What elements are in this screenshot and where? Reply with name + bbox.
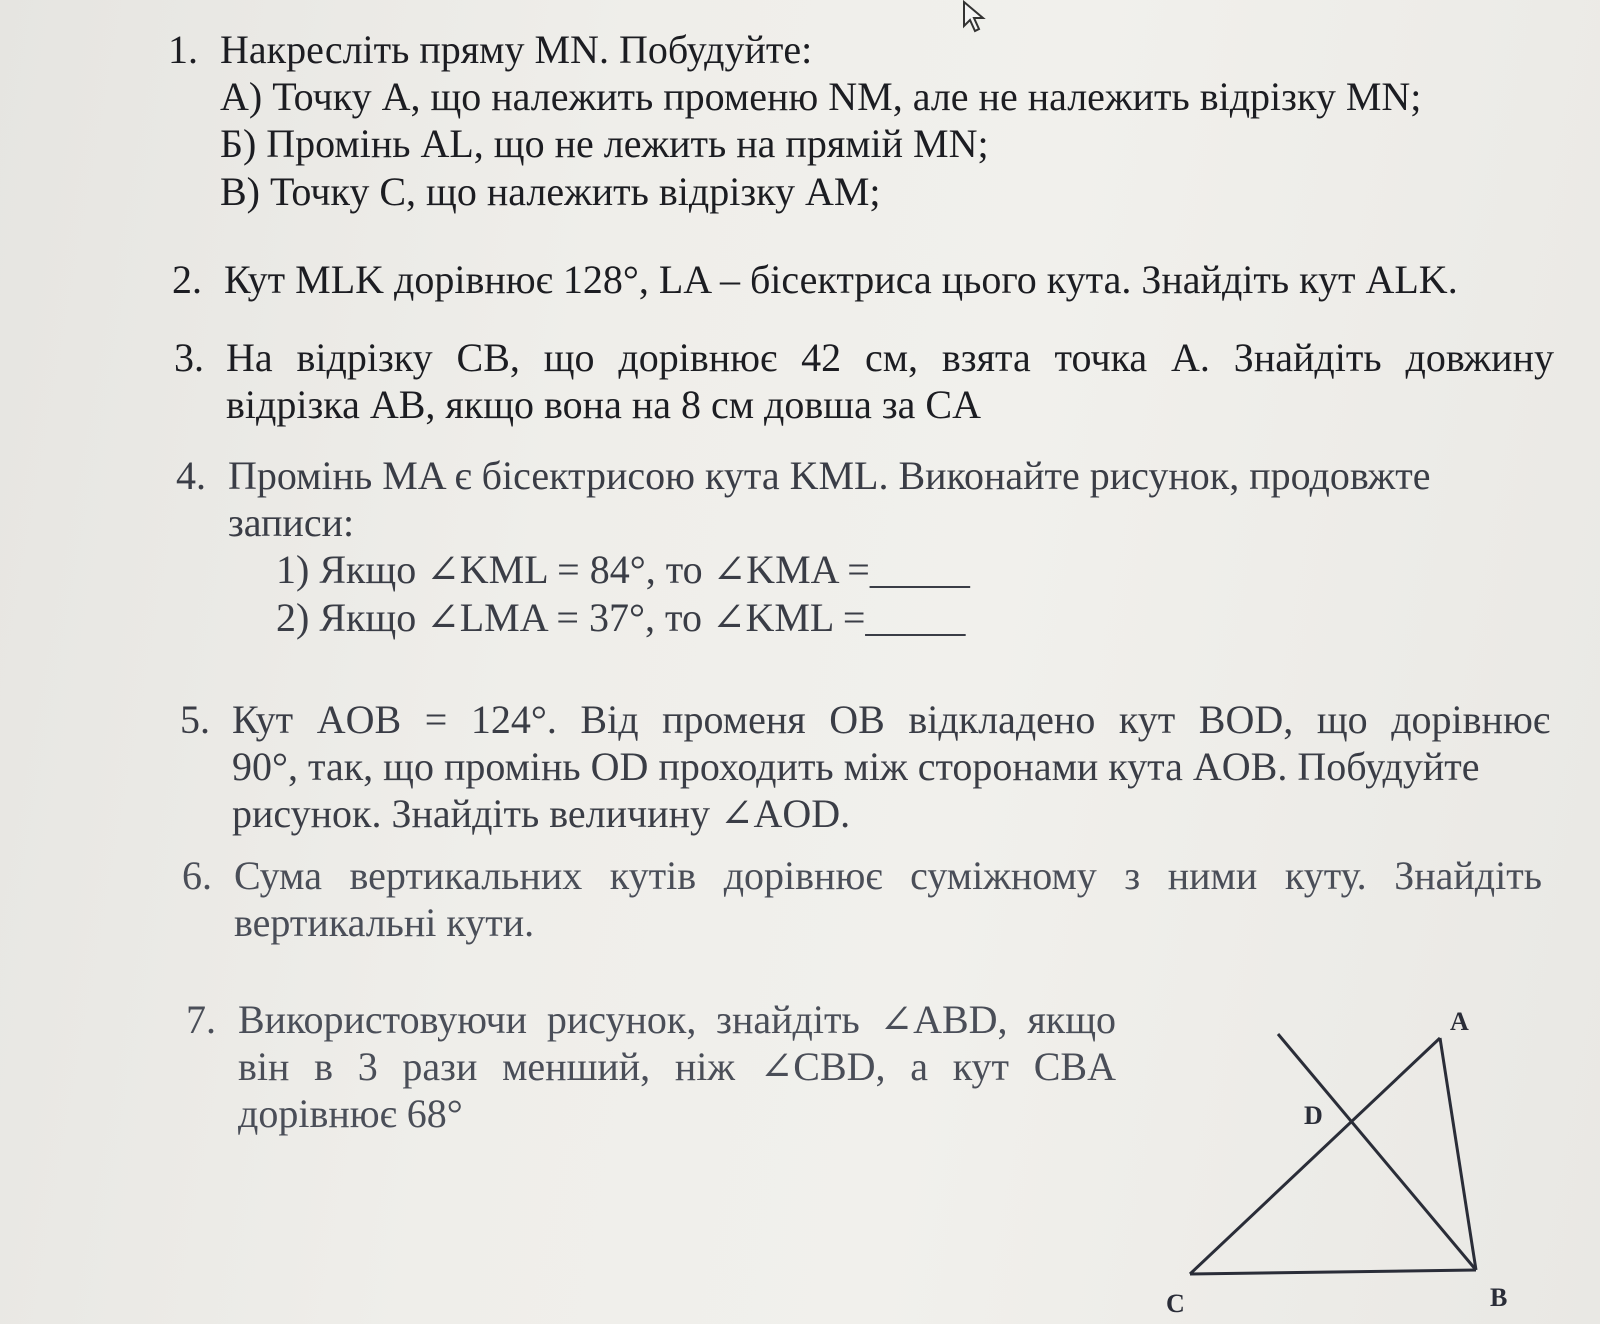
task-number: 5.	[180, 697, 210, 742]
task-5-line-3: рисунок. Знайдіть величину ∠AOD.	[232, 791, 851, 837]
task-5-line-1	[180, 696, 1550, 743]
task-number: 7.	[186, 997, 216, 1042]
task-2-line	[172, 256, 1458, 303]
task-text: Накресліть пряму MN. Побудуйте:	[220, 27, 813, 72]
side-cb	[1190, 1270, 1476, 1274]
task-2	[172, 256, 1458, 303]
task-5-line-2: 90°, так, що промінь OD проходить між сторонами кута AOB. Побудуйте	[232, 744, 1480, 790]
task-7	[186, 996, 1116, 1138]
label-b: B	[1490, 1283, 1508, 1312]
task-1-item-a: А) Точку A, що належить променю NM, але не належить відрізку MN;	[220, 74, 1422, 120]
task-text: Сума вертикальних кутів дорівнює суміжному з ними куту. Знайдіть	[234, 853, 1542, 898]
task-4-line-2: записи:	[228, 500, 355, 546]
task-1-item-c: В) Точку C, що належить відрізку AM;	[220, 168, 881, 214]
task-1-item-b: Б) Промінь AL, що не лежить на прямій MN;	[220, 121, 989, 167]
task-7-line-1	[186, 996, 1116, 1043]
task-number: 4.	[176, 453, 206, 498]
task-number: 1.	[168, 27, 198, 72]
task-1-title-line	[168, 26, 1421, 73]
label-a: A	[1450, 1007, 1469, 1036]
task-text: Використовуючи рисунок, знайдіть ∠ABD, якщо	[238, 997, 1116, 1042]
task-6-line-2: вертикальні кути.	[234, 900, 535, 946]
task-1	[168, 26, 1421, 215]
task-6-line-1	[182, 852, 1542, 899]
task-3-line-2: відрізка AB, якщо вона на 8 см довша за CA	[226, 382, 981, 428]
task-text: На відрізку CB, що дорівнює 42 см, взята точка A. Знайдіть довжину	[226, 335, 1554, 380]
task-number: 3.	[174, 335, 204, 380]
task-6	[182, 852, 1542, 946]
task-text: Промінь MA є бісектрисою кута KML. Виконайте рисунок, продовжте	[228, 453, 1431, 498]
task-4	[176, 452, 1516, 641]
task-7-line-2: він в 3 рази менший, ніж ∠CBD, а кут CBA	[238, 1044, 1116, 1090]
task-5	[180, 696, 1550, 838]
task-4-sub-2: 2) Якщо ∠LMA = 37°, то ∠KML =_____	[276, 594, 966, 640]
task-7-line-3: дорівнює 68°	[238, 1091, 463, 1137]
side-ca	[1190, 1038, 1440, 1274]
task-4-line-1	[176, 452, 1516, 499]
task-4-sub-1: 1) Якщо ∠KML = 84°, то ∠KMA =_____	[276, 547, 970, 593]
task-3-line-1	[174, 334, 1554, 381]
task-text: Кут MLK дорівнює 128°, LA – бісектриса цього кута. Знайдіть кут ALK.	[224, 257, 1458, 302]
label-d: D	[1304, 1101, 1323, 1130]
task-text: Кут AOB = 124°. Від променя OB відкладено кут BOD, що дорівнює	[232, 697, 1550, 742]
triangle-figure	[1166, 1000, 1530, 1320]
label-c: C	[1166, 1289, 1185, 1318]
task-number: 2.	[172, 257, 202, 302]
task-number: 6.	[182, 853, 212, 898]
task-3	[174, 334, 1554, 428]
